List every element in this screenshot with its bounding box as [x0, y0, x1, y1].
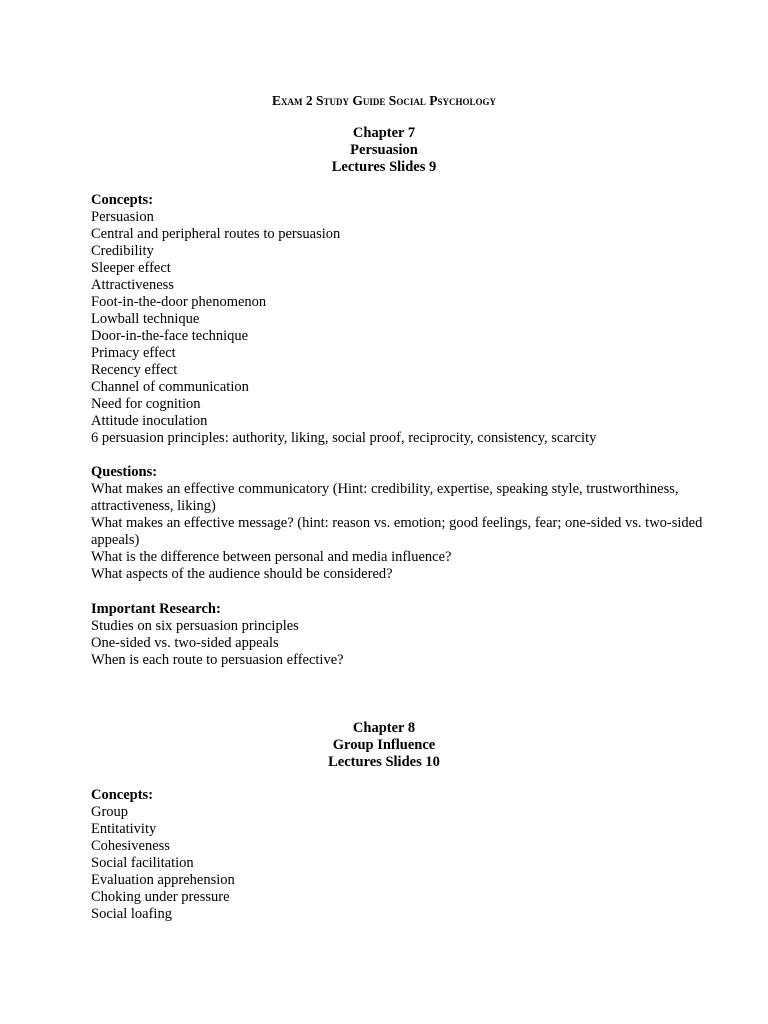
chapter-8-topic: Group Influence — [332, 737, 436, 753]
chapter-7-research-section — [91, 601, 711, 669]
concepts-list — [91, 209, 711, 447]
concepts-heading: Concepts: — [91, 192, 154, 208]
research-list — [91, 618, 711, 669]
list-item: Credibility — [91, 243, 154, 259]
list-item: Lowball technique — [91, 311, 200, 327]
list-item: Central and peripheral routes to persuasion — [91, 226, 341, 242]
list-item: Entitativity — [91, 821, 157, 837]
list-item: One-sided vs. two-sided appeals — [91, 635, 279, 651]
list-item: 6 persuasion principles: authority, liking, social proof, reciprocity, consistency, scarcity — [91, 430, 597, 446]
list-item: Recency effect — [91, 362, 178, 378]
chapter-7-header — [0, 125, 768, 176]
list-item: Evaluation apprehension — [91, 872, 235, 888]
list-item: What makes an effective message? (hint: reason vs. emotion; good feelings, fear; one-sided vs. two-sided appeals) — [91, 515, 703, 548]
chapter-7-number: Chapter 7 — [352, 125, 416, 141]
questions-list — [91, 481, 711, 583]
chapter-8-concepts-section — [91, 787, 711, 923]
list-item: Primacy effect — [91, 345, 176, 361]
list-item: What makes an effective communicatory (Hint: credibility, expertise, speaking style, trustworthiness, attractiveness, liking) — [91, 481, 679, 514]
document-title: Exam 2 Study Guide Social Psychology — [272, 93, 496, 108]
list-item: Persuasion — [91, 209, 154, 225]
chapter-7-topic: Persuasion — [350, 142, 418, 158]
chapter-8-lectures: Lectures Slides 10 — [328, 754, 440, 770]
list-item: Need for cognition — [91, 396, 201, 412]
list-item: Attractiveness — [91, 277, 174, 293]
list-item: Attitude inoculation — [91, 413, 208, 429]
list-item: Cohesiveness — [91, 838, 170, 854]
list-item: Social loafing — [91, 906, 172, 922]
chapter-7-questions-section — [91, 464, 711, 583]
chapter-8-header — [0, 720, 768, 771]
research-heading: Important Research: — [91, 601, 221, 617]
list-item: When is each route to persuasion effective? — [91, 652, 344, 668]
list-item: Sleeper effect — [91, 260, 171, 276]
chapter-7-concepts-section — [91, 192, 711, 447]
list-item: What is the difference between personal and media influence? — [91, 549, 452, 565]
chapter-8-number: Chapter 8 — [352, 720, 416, 736]
concepts-list — [91, 804, 711, 923]
list-item: Choking under pressure — [91, 889, 230, 905]
list-item: Social facilitation — [91, 855, 194, 871]
concepts-heading: Concepts: — [91, 787, 154, 803]
chapter-7-lectures: Lectures Slides 9 — [331, 159, 437, 175]
list-item: Group — [91, 804, 129, 820]
questions-heading: Questions: — [91, 464, 158, 480]
list-item: What aspects of the audience should be considered? — [91, 566, 393, 582]
list-item: Studies on six persuasion principles — [91, 618, 299, 634]
list-item: Door-in-the-face technique — [91, 328, 249, 344]
list-item: Channel of communication — [91, 379, 249, 395]
list-item: Foot-in-the-door phenomenon — [91, 294, 267, 310]
